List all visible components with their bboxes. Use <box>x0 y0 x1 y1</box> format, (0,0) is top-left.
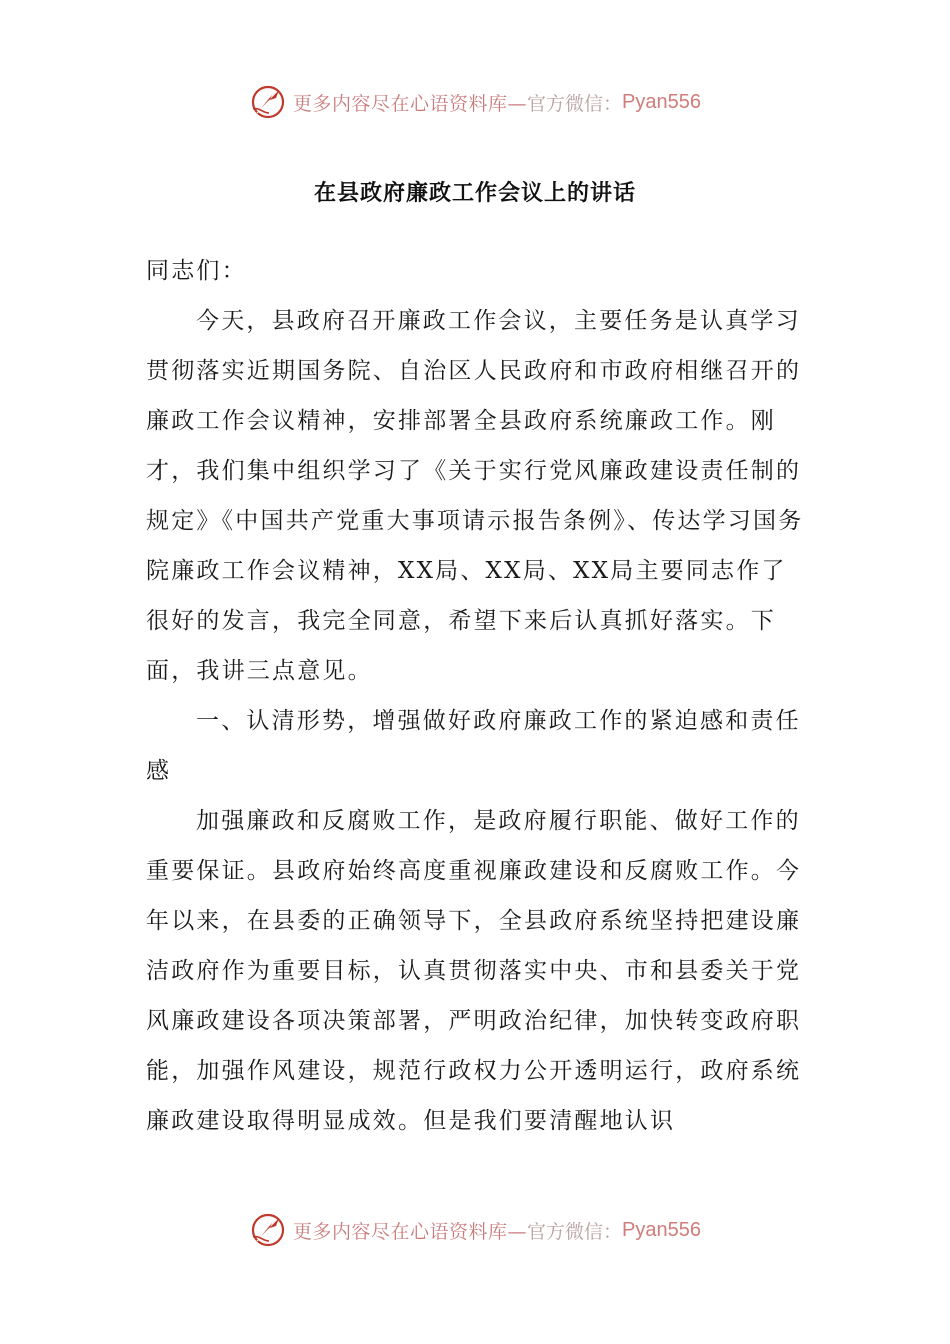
paragraph-section-1: 加强廉政和反腐败工作，是政府履行职能、做好工作的重要保证。县政府始终高度重视廉政建设和反腐败工作。今年以来，在县委的正确领导下，全县政府系统坚持把建设廉洁政府作为重要目标，认真贯彻落实中央、市和县委关于党风廉政建设各项决策部署，严明政治纪律，加快转变政府职能，加强作风建设，规范行政权力公开透明运行，政府系统廉政建设取得明显成效。但是我们要清醒地认识 <box>146 808 802 1134</box>
document-title: 在县政府廉政工作会议上的讲话 <box>313 181 636 206</box>
section-heading-1: 一、认清形势，增强做好政府廉政工作的紧迫感和责任感 <box>146 708 801 784</box>
banner-text: 更多内容尽在心语资料库— <box>293 92 528 115</box>
footer-banner <box>0 1208 950 1252</box>
banner-wechat-id: Pyan556 <box>622 90 701 113</box>
quill-pen-logo-icon <box>249 83 287 121</box>
banner-wechat-label: 官方微信： <box>527 92 623 115</box>
banner-wechat-id: Pyan556 <box>622 1218 701 1241</box>
paragraph-intro: 今天，县政府召开廉政工作会议，主要任务是认真学习贯彻落实近期国务院、自治区人民政府和市政府相继召开的廉政工作会议精神，安排部署全县政府系统廉政工作。刚才，我们集中组织学习了《关于实行党风廉政建设责任制的规定》《中国共产党重大事项请示报告条例》、传达学习国务院廉政工作会议精神，XX局、XX局、XX局主要同志作了很好的发言，我完全同意，希望下来后认真抓好落实。下面，我讲三点意见。 <box>146 308 804 684</box>
header-banner <box>0 80 950 124</box>
quill-pen-logo-icon <box>249 1211 287 1249</box>
banner-text: 更多内容尽在心语资料库— <box>293 1220 528 1243</box>
salutation: 同志们： <box>146 258 247 284</box>
document-body <box>146 246 806 1146</box>
banner-wechat-label: 官方微信： <box>527 1220 623 1243</box>
